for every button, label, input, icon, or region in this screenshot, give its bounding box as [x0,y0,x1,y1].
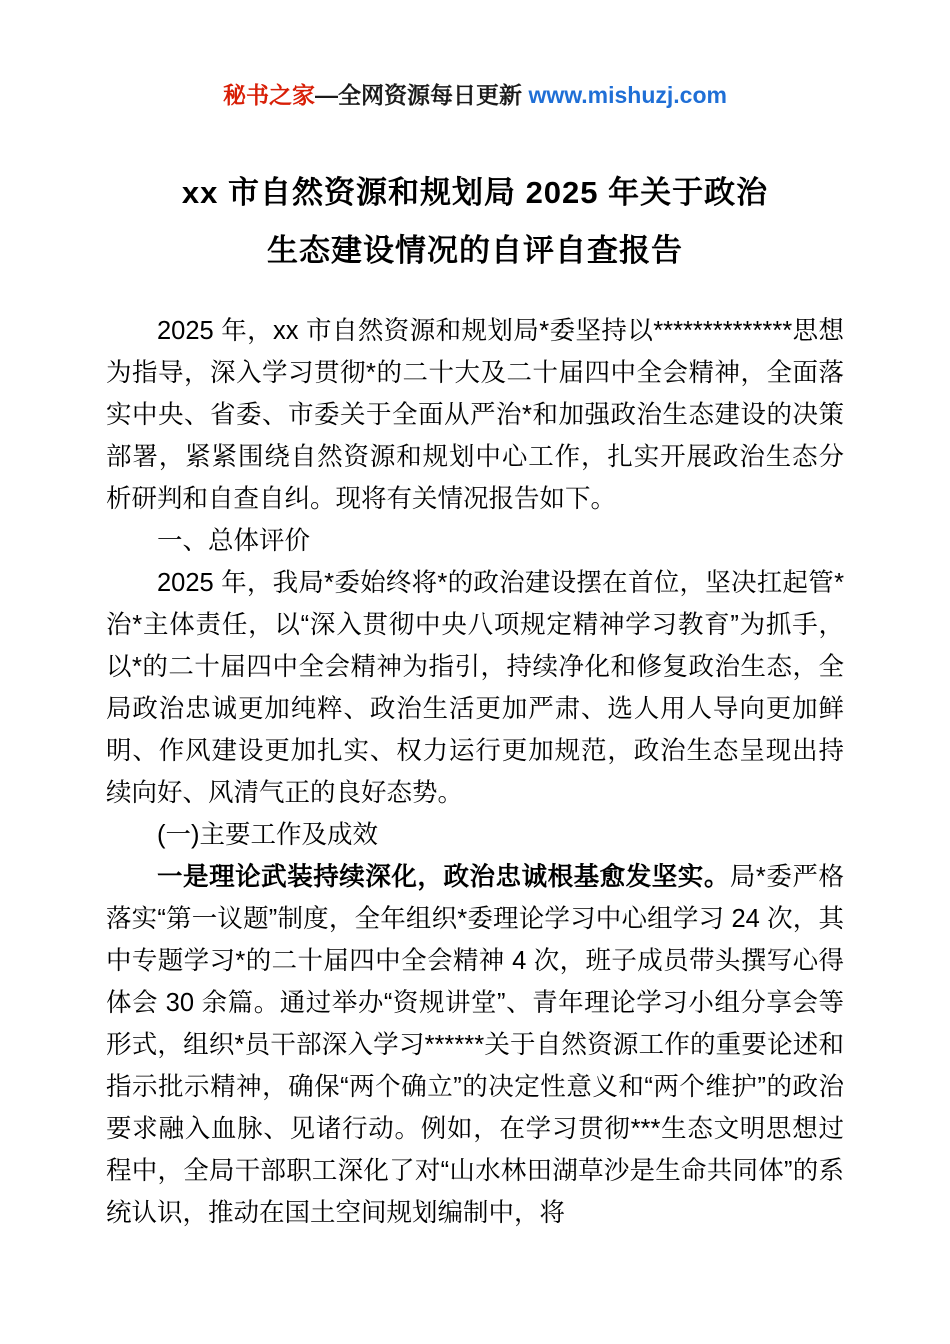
watermark-header [104,78,846,112]
page-title [104,164,846,280]
work-item-one-body: 局*委严格落实“第一议题”制度，全年组织*委理论学习中心组学习 24 次，其中专题学习*的二十届四中全会精神 4 次，班子成员带头撰写心得体会 30 余篇。通过举办“资规讲堂”、青年理论学习小组分享会等形式，组织*员干部深入学习******关于自然资源工作的重要论述和指示批示精神，确保“两个确立”的决定性意义和“两个维护”的政治要求融入血脉、见诸行动。例如，在学习贯彻***生态文明思想过程中，全局干部职工深化了对“山水林田湖草沙是生命共同体”的系统认识，推动在国土空间规划编制中，将 [106,863,844,1227]
section-heading-overall-evaluation: 一、总体评价 [157,527,311,555]
title-line-1: xx 市自然资源和规划局 2025 年关于政治 [181,175,769,210]
watermark-tagline: —全网资源每日更新 [315,82,529,108]
watermark-url[interactable]: www.mishuzj.com [528,82,727,108]
subsection-heading-main-work: (一)主要工作及成效 [157,821,378,849]
document-body [104,310,846,1234]
watermark-brand: 秘书之家 [223,82,316,108]
paragraph-overall-evaluation: 2025 年，我局*委始终将*的政治建设摆在首位，坚决扛起管*治*主体责任，以“深入贯彻中央八项规定精神学习教育”为抓手，以*的二十届四中全会精神为指引，持续净化和修复政治生态，全局政治忠诚更加纯粹、政治生活更加严肃、选人用人导向更加鲜明、作风建设更加扎实、权力运行更加规范，政治生态呈现出持续向好、风清气正的良好态势。 [106,569,844,807]
work-item-one-lead: 一是理论武装持续深化，政治忠诚根基愈发坚实。 [157,863,730,891]
paragraph-introduction: 2025 年，xx 市自然资源和规划局*委坚持以**************思想为指导，深入学习贯彻*的二十大及二十届四中全会精神，全面落实中央、省委、市委关于全面从严治*和加强政治生态建设的决策部署，紧紧围绕自然资源和规划中心工作，扎实开展政治生态分析研判和自查自纠。现将有关情况报告如下。 [106,317,844,513]
paragraph-work-item-one [106,856,844,1234]
title-line-2: 生态建设情况的自评自查报告 [267,233,683,268]
